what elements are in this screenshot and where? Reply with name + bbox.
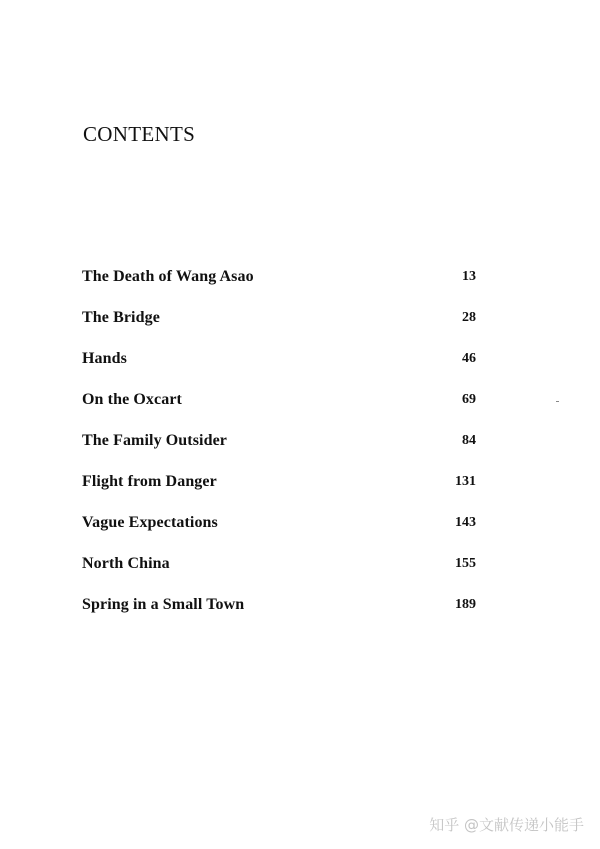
- toc-entry: [82, 592, 476, 633]
- toc-entry-title: The Bridge: [82, 309, 160, 326]
- toc-entry-page: 189: [455, 597, 476, 612]
- toc-entry-title: The Death of Wang Asao: [82, 268, 254, 285]
- toc-entry: [82, 551, 476, 592]
- toc-entry-page: 84: [462, 433, 476, 448]
- toc-entry-title: The Family Outsider: [82, 432, 228, 449]
- toc-entry-page: 69: [462, 392, 476, 407]
- toc-entry-page: 13: [462, 269, 476, 284]
- toc-entry-title: On the Oxcart: [82, 391, 182, 408]
- toc-entry: [82, 387, 476, 428]
- toc-entry: [82, 346, 476, 387]
- table-of-contents: [82, 264, 476, 633]
- scan-speck: [556, 401, 559, 402]
- toc-entry: [82, 264, 476, 305]
- toc-entry: [82, 510, 476, 551]
- toc-entry: [82, 305, 476, 346]
- toc-entry-title: Vague Expectations: [82, 514, 218, 531]
- toc-entry-title: Flight from Danger: [82, 473, 217, 490]
- watermark: 知乎 @文献传递小能手: [429, 816, 584, 834]
- toc-entry: [82, 469, 476, 510]
- toc-entry-title: Hands: [82, 350, 127, 367]
- toc-entry: [82, 428, 476, 469]
- toc-entry-title: Spring in a Small Town: [82, 596, 245, 613]
- contents-heading: CONTENTS: [83, 122, 196, 146]
- toc-entry-title: North China: [82, 555, 170, 572]
- toc-entry-page: 131: [455, 474, 476, 489]
- toc-entry-page: 143: [455, 515, 476, 530]
- toc-entry-page: 28: [462, 310, 476, 325]
- toc-entry-page: 155: [455, 556, 476, 571]
- toc-entry-page: 46: [462, 351, 476, 366]
